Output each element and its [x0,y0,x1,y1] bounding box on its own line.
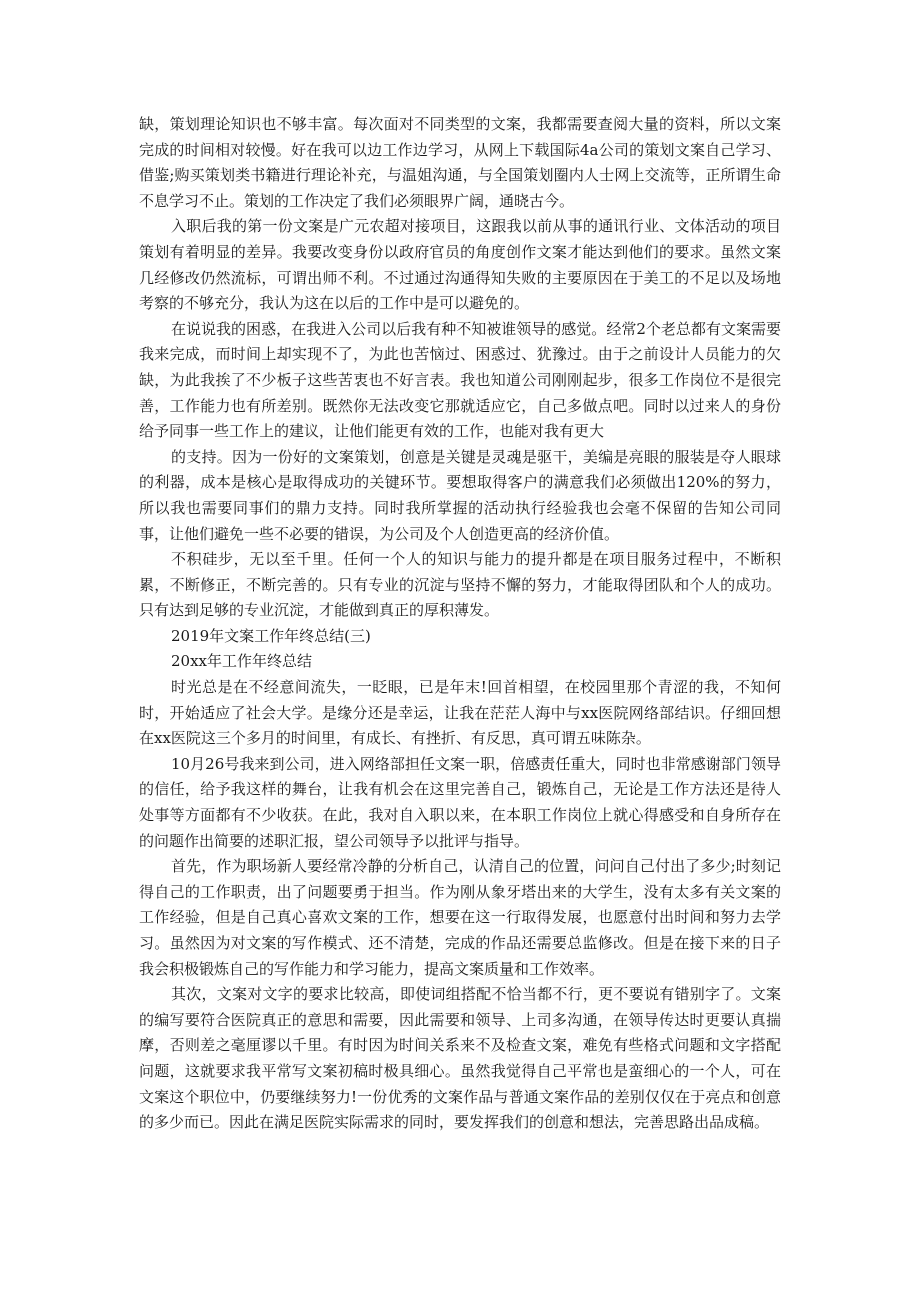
document-body [139,112,781,1136]
section-title: 2019年文案工作年终总结(三) [171,626,371,645]
paragraph-1: 缺，策划理论知识也不够丰富。每次面对不同类型的文案，我都需要查阅大量的资料，所以文案完成的时间相对较慢。好在我可以边工作边学习，从网上下载国际4a公司的策划文案自己学习、借鉴;购买策划类书籍进行理论补充，与温姐沟通，与全国策划圈内人士网上交流等，正所谓生命不息学习不止。策划的工作决定了我们必须眼界广阔，通晓古今。 [139,115,781,210]
paragraph-4: 的支持。因为一份好的文案策划，创意是关键是灵魂是驱干，美编是亮眼的服装是夺人眼球的利器，成本是核心是取得成功的关键环节。要想取得客户的满意我们必须做出120%的努力，所以我也需要同事们的鼎力支持。同时我所掌握的活动执行经验我也会毫不保留的告知公司同事，让他们避免一些不必要的错误，为公司及个人创造更高的经济价值。 [139,447,781,543]
paragraph-2: 入职后我的第一份文案是广元农超对接项目，这跟我以前从事的通讯行业、文体活动的项目策划有着明显的差异。我要改变身份以政府官员的角度创作文案才能达到他们的要求。虽然文案几经修改仍然流标，可谓出师不利。不过通过沟通得知失败的主要原因在于美工的不足以及场地考察的不够充分，我认为这在以后的工作中是可以避免的。 [139,217,781,313]
section-subtitle: 20xx年工作年终总结 [171,652,313,671]
paragraph-8: 首先，作为职场新人要经常冷静的分析自己，认清自己的位置，问问自己付出了多少;时刻记得自己的工作职责，出了问题要勇于担当。作为刚从象牙塔出来的大学生，没有太多有关文案的工作经验，但是自己真心喜欢文案的工作，想要在这一行取得发展，也愿意付出时间和努力去学习。虽然因为对文案的写作模式、还不清楚，完成的作品还需要总监修改。但是在接下来的日子我会积极锻炼自己的写作能力和学习能力，提高文案质量和工作效率。 [139,857,781,978]
paragraph-3: 在说说我的困惑，在我进入公司以后我有种不知被谁领导的感觉。经常2个老总都有文案需要我来完成，而时间上却实现不了，为此也苦恼过、困惑过、犹豫过。由于之前设计人员能力的欠缺，为此我挨了不少板子这些苦衷也不好言表。我也知道公司刚刚起步，很多工作岗位不是很完善，工作能力也有所差别。既然你无法改变它那就适应它，自己多做点吧。同时以过来人的身份给予同事一些工作上的建议，让他们能更有效的工作，也能对我有更大 [139,319,781,441]
paragraph-9: 其次，文案对文字的要求比较高，即使词组搭配不恰当都不行，更不要说有错别字了。文案的编写要符合医院真正的意思和需要，因此需要和领导、上司多沟通，在领导传达时更要认真揣摩，否则差之毫厘谬以千里。有时因为时间关系来不及检查文案，难免有些格式问题和文字搭配问题，这就要求我平常写文案初稿时极具细心。虽然我觉得自己平常也是蛮细心的一个人，可在文案这个职位中，仍要继续努力!一份优秀的文案作品与普通文案作品的差别仅仅在于亮点和创意的多少而已。因此在满足医院实际需求的同时，要发挥我们的创意和想法，完善思路出品成稿。 [139,985,781,1132]
paragraph-6: 时光总是在不经意间流失，一眨眼，已是年末!回首相望，在校园里那个青涩的我，不知何时，开始适应了社会大学。是缘分还是幸运，让我在茫茫人海中与xx医院网络部结识。仔细回想在xx医院这三个多月的时间里，有成长、有挫折、有反思，真可谓五味陈杂。 [139,678,781,748]
paragraph-7: 10月26号我来到公司，进入网络部担任文案一职，倍感责任重大，同时也非常感谢部门领导的信任，给予我这样的舞台，让我有机会在这里完善自己，锻炼自己，无论是工作方法还是待人处事等方面都有不少收获。在此，我对自入职以来，在本职工作岗位上就心得感受和自身所存在的问题作出简要的述职汇报，望公司领导予以批评与指导。 [139,754,781,850]
paragraph-5: 不积硅步，无以至千里。任何一个人的知识与能力的提升都是在项目服务过程中，不断积累，不断修正，不断完善的。只有专业的沉淀与坚持不懈的努力，才能取得团队和个人的成功。只有达到足够的专业沉淀，才能做到真正的厚积薄发。 [139,550,781,620]
